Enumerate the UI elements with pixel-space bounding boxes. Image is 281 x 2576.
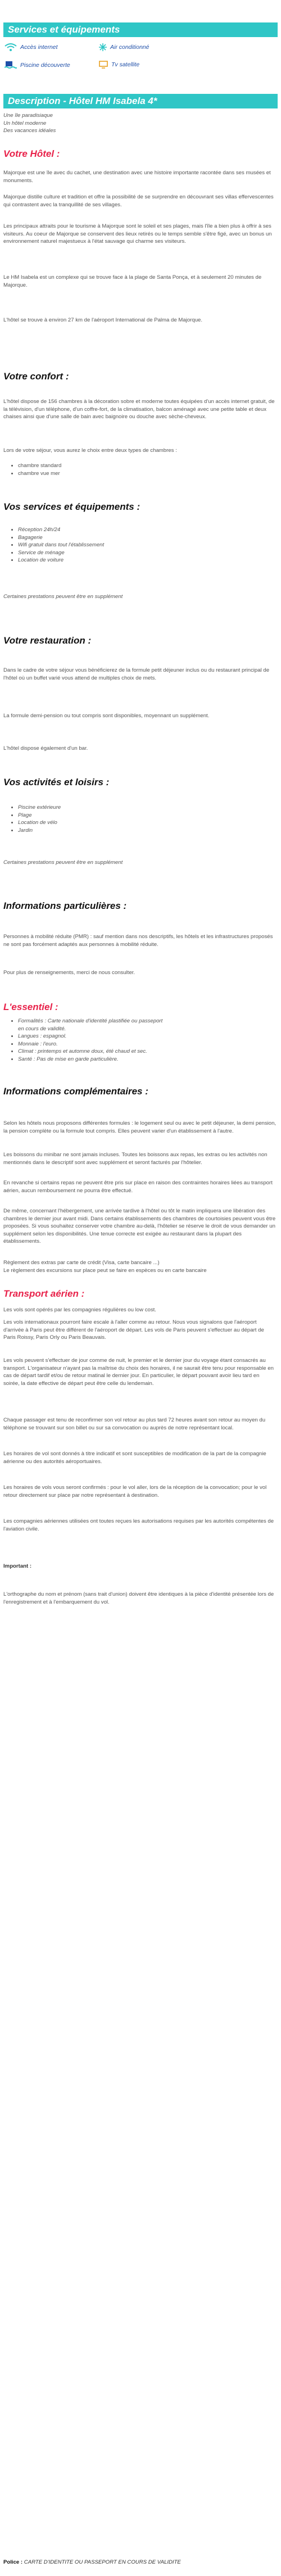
room-list [3,462,61,477]
list-item: • chambre vue mer [18,470,61,478]
wifi-icon [4,43,17,51]
essentiel-list [3,1017,162,1063]
paragraph: Chaque passager est tenu de reconfirmer son vol retour au plus tard 72 heures avant son retour au moyen du téléphone se trouvant sur son billet ou sur sa convocation ou auprès de notre représentant local. [3,1417,266,1431]
paragraph: Le HM Isabela est un complexe qui se trouve face à la plage de Santa Ponça, et à seulement 20 minutes de Majorque. [3,274,262,288]
paragraph: Dans le cadre de votre séjour vous bénéficierez de la formule petit déjeuner inclus ou du restaurant principal de l'hôtel où un buffet varié vous attend de multiples choix de mets. [3,667,270,681]
list-item: • Monnaie : l'euro. [18,1040,162,1048]
list-item: • Wifi gratuit dans tout l'établissement [18,541,104,549]
list-item: • Piscine extérieure [18,804,61,812]
loisirs-note: Certaines prestations peuvent être en supplément [3,859,123,866]
paragraph: L'hôtel dispose également d'un bar. [3,745,88,751]
amenity-label: Piscine découverte [20,62,70,69]
amenity-internet [4,43,58,51]
paragraph: L'hôtel dispose de 156 chambres à la décoration sobre et moderne toutes équipées d'un accès internet gratuit, de la télévision, d'un téléphone, d'un coffre-fort, de la climatisation, balcon aménagé avec une petite table et deux chaises ainsi que d'une salle de bain avec baignoire ou douche avec sèche-cheveux. [3,399,275,420]
paragraph: Selon les hôtels nous proposons différentes formules : le logement seul ou avec le petit déjeuner, la demi pension, la pension complète ou la formule tout compris. Elles peuvent varier d'un établissement à l'autre. [3,1120,277,1134]
list-item: • Service de ménage [18,549,104,557]
paragraph: Les vols internationaux pourront faire escale à l'aller comme au retour. Nous vous signalons que l'aéroport d'arrivée à Paris peut être différent de l'aéroport de départ. Les vols de Paris peuvent s'effectuer au départ de Paris Roissy, Paris Orly ou Paris Beauvais. [3,1319,264,1341]
paragraph: La formule demi-pension ou tout compris sont disponibles, moyennant un supplément. [3,713,210,719]
amenity-label: Air conditionné [110,44,149,51]
list-item: • Formalités : Carte nationale d'identité plastifiée ou passeport [18,1017,162,1025]
transport-heading: Transport aérien : [3,1288,85,1299]
list-item: • Location de voiture [18,556,104,564]
essentiel-heading: L'essentiel : [3,1002,58,1012]
paragraph: Les vols peuvent s'effectuer de jour comme de nuit, le premier et le dernier jour du voyage étant consacrés au transport. L'organisateur n'ayant pas la maîtrise du choix des horaires, il ne saurait être tenu pour responsable en cas de départ tardif et/ou de retour matinal le dernier jour. En particulier, le départ pouvant avoir lieu tard en soirée, la date effective de départ peut être celle du lendemain. [3,1357,274,1387]
paragraph: Les boissons du minibar ne sont jamais incluses. Toutes les boissons aux repas, les extras ou les activités non mentionnés dans le descriptif sont avec supplément et seront facturés par l'hôtelier. [3,1152,268,1166]
paragraph: Personnes à mobilité réduite (PMR) : sauf mention dans nos descriptifs, les hôtels et les infrastructures proposés ne sont pas forcément adaptés aux personnes à mobilité réduite. [3,934,273,948]
list-item: • Climat : printemps et automne doux, été chaud et sec. [18,1048,162,1056]
intro-lines: Une île paradisiaque Un hôtel moderne Des vacances idéales [3,112,56,134]
paragraph: Les horaires de vol sont donnés à titre indicatif et sont susceptibles de modification de la part de la compagnie aérienne ou des autorités aéroportuaires. [3,1451,266,1465]
paragraph: L'orthographe du nom et prénom (sans trait d'union) doivent être identiques à la pièce d'identité présentée lors de l'enregistrement et à l'embarquement du vol. [3,1591,274,1605]
particulieres-heading: Informations particulières : [3,900,127,911]
paragraph: De même, concernant l'hébergement, une arrivée tardive à l'hôtel ou tôt le matin impliquera une libération des chambres le dernier jour avant midi. Dans certains établissements des chambres de courtoisies peuvent vous être proposées. Si vous souhaitez conserver votre chambre au-delà, l'hôtelier se réserve le droit de vous demander un supplément selon les disponibilités. Une tenue correcte est exigée au restaurant dans la plupart des établissements. [3,1208,276,1245]
paragraph: L'hôtel se trouve à environ 27 km de l'aéroport International de Palma de Majorque. [3,317,203,323]
amenity-aircon [99,43,149,51]
paragraph: Pour plus de renseignements, merci de nous consulter. [3,970,135,976]
services-note: Certaines prestations peuvent être en supplément [3,594,123,600]
description-heading: Description - Hôtel HM Isabela 4* [3,94,278,108]
services-equipements-heading: Vos services et équipements : [3,501,140,512]
tv-icon [99,61,108,69]
list-item: • Réception 24h/24 [18,526,104,534]
snowflake-icon [99,43,107,51]
loisirs-heading: Vos activités et loisirs : [3,777,110,787]
amenity-tv [99,61,139,69]
paragraph: Les compagnies aériennes utilisées ont toutes reçues les autorisations requises par les autorités compétentes de l'aviation civile. [3,1518,274,1532]
list-item: en cours de validité. [18,1025,66,1032]
paragraph: Les principaux attraits pour le tourisme à Majorque sont le soleil et ses plages, mais l'île a bien plus à offrir à ses visiteurs. Au coeur de Majorque se conservent des lieux retirés ou le temps semble s'être figé, avec un bonus un environnement naturel majestueux à l'état sauvage qui charme ses visiteurs. [3,223,272,245]
list-item: • Jardin [18,827,61,835]
complementaires-heading: Informations complémentaires : [3,1086,148,1097]
paragraph: Les vols sont opérés par les compagnies régulières ou low cost. [3,1307,156,1313]
list-item: • Location de vélo [18,819,61,827]
police-value: CARTE D'IDENTITE OU PASSEPORT EN COURS DE VALIDITE [24,2559,181,2565]
restauration-heading: Votre restauration : [3,635,92,646]
important-heading: Important : [3,1563,32,1569]
police-label: Police : [3,2559,23,2565]
list-item: • Bagagerie [18,534,104,542]
paragraph: Les horaires de vols vous seront confirmés : pour le vol aller, lors de la réception de la convocation; pour le vol retour directement sur place par notre représentant à destination. [3,1484,267,1498]
services-list [3,526,104,564]
police-line [3,2559,181,2565]
amenity-label: Accès internet [20,44,58,51]
votre-confort-heading: Votre confort : [3,371,69,382]
amenity-label: Tv satellite [111,61,140,68]
pool-icon [4,61,17,70]
list-item: • Santé : Pas de mise en garde particulière. [18,1056,162,1063]
paragraph: Règlement des extras par carte de crédit (Visa, carte bancaire ...) Le règlement des excursions sur place peut se faire en espèces ou en carte bancaire [3,1260,207,1274]
list-item: • chambre standard [18,462,61,470]
paragraph: Majorque distille culture et tradition et offre la possibilité de se surprendre en découvrant ses villas effervescentes qui contrastent avec la tranquillité de ses villages. [3,194,274,208]
paragraph: Lors de votre séjour, vous aurez le choix entre deux types de chambres : [3,447,177,454]
amenity-pool [4,61,70,70]
list-item: • Langues : espagnol. [18,1033,162,1040]
paragraph: En revanche si certains repas ne peuvent être pris sur place en raison des contraintes horaires liées au transport aérien, aucun remboursement ne pourra être effectué. [3,1180,273,1194]
paragraph: Majorque est une île avec du cachet, une destination avec une histoire importante racontée dans ses musées et monuments. [3,170,271,184]
loisirs-list [3,804,61,834]
services-heading: Services et équipements [3,22,278,37]
list-item: • Plage [18,812,61,820]
votre-hotel-heading: Votre Hôtel : [3,148,60,159]
